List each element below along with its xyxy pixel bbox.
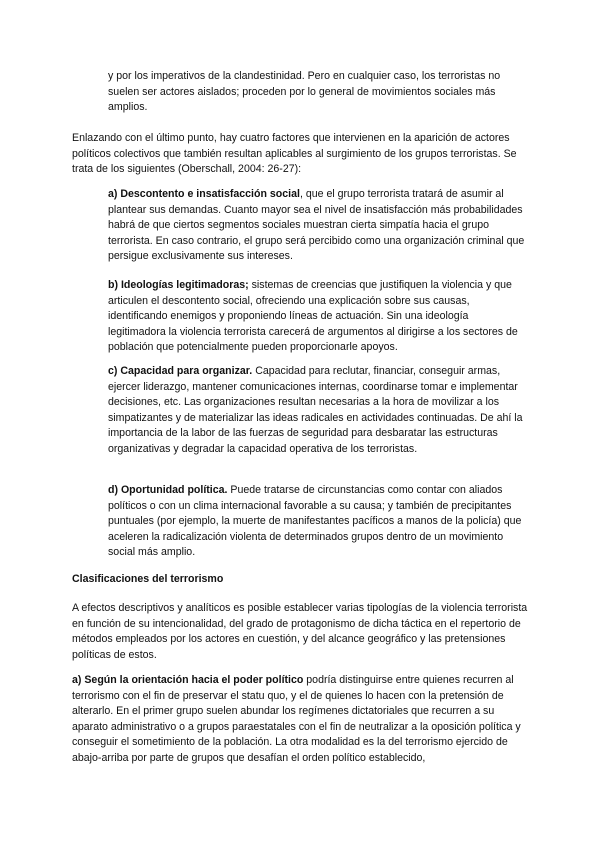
section-heading [72,572,532,588]
factor-b-title: b) Ideologías legitimadoras; [108,279,249,291]
typology-a-paragraph [72,673,532,767]
paragraph-text: y por los imperativos de la clandestinidad. Pero en cualquier caso, los terroristas no suelen ser actores aislados; proceden por lo general de movimientos sociales más amplios. [108,70,501,114]
paragraph-text: Enlazando con el último punto, hay cuatro factores que intervienen en la aparición de actores políticos colectivos que también resultan aplicables al surgimiento de los grupos terroristas. Se trata de los siguientes (Oberschall, 2004: 26-27): [72,132,517,176]
factor-b-paragraph [108,278,528,356]
typology-a [72,673,532,767]
typology-a-text: podría distinguirse entre quienes recurren al terrorismo con el fin de preservar el statu quo, y el de quienes lo hacen con la pretensión de alterarlo. En el primer grupo suelen abundar los regímenes dictatoriales que recurren a su aparato administrativo o a grupos paraestatales con el fin de neutralizar a la oposición política y conseguir el sometimiento de la población. La otra modalidad es la del terrorismo ejercido de abajo-arriba por parte de grupos que desafían el orden político establecido, [72,674,521,764]
factor-a [108,187,528,265]
factor-d-title: d) Oportunidad política. [108,484,228,496]
paragraph-intro-factors [72,131,532,178]
paragraph-typologies [72,601,532,663]
factor-a-text: , que el grupo terrorista tratará de asumir al plantear sus demandas. Cuanto mayor sea el nivel de insatisfacción más probabilidades habrá de que ciertos segmentos sociales muestran cierta simpatía hacia el grupo terrorista. En caso contrario, el grupo será percibido como una organización criminal que persigue exclusivamente sus intereses. [108,188,525,263]
paragraph-text: A efectos descriptivos y analíticos es posible establecer varias tipologías de la violencia terrorista en función de su intencionalidad, del grado de protagonismo de dicha táctica en el repertorio de métodos empleados por los actores en cuestión, y del alcance geográfico y las pretensiones políticas de estos. [72,602,528,661]
factor-d-paragraph [108,483,528,561]
factor-d-text: Puede tratarse de circunstancias como contar con aliados políticos o con un clima internacional favorable a su causa; y también de precipitantes puntuales (por ejemplo, la muerte de manifestantes pacíficos a manos de la policía) que aceleren la radicalización violenta de determinados grupos dentro de un movimiento social más amplio. [108,484,522,559]
factor-d [108,483,528,561]
factor-b-text: sistemas de creencias que justifiquen la violencia y que articulen el descontento social, ofreciendo una explicación sobre sus causas, identificando enemigos y proponiendo líneas de actuación. Sin una ideología legitimadora la violencia terrorista carecerá de argumentos al dirigirse a los sectores de población que potencialmente pueden proporcionarle apoyos. [108,279,518,354]
factor-c [108,364,528,458]
factor-c-paragraph [108,364,528,458]
factor-b [108,278,528,356]
typology-a-title: a) Según la orientación hacia el poder político [72,674,304,686]
section-heading-text: Clasificaciones del terrorismo [72,573,224,585]
paragraph-continuation [108,69,528,116]
factor-c-title: c) Capacidad para organizar. [108,365,253,377]
factor-a-paragraph [108,187,528,265]
factor-a-title: a) Descontento e insatisfacción social [108,188,300,200]
factor-c-text: Capacidad para reclutar, financiar, conseguir armas, ejercer liderazgo, mantener comunicaciones internas, coordinarse tomar e implementar decisiones, etc. Las organizaciones resultan necesarias a la hora de movilizar a los simpatizantes y de materializar las ideas radicales en actividades continuadas. De ahí la importancia de la labor de las fuerzas de seguridad para desbaratar las estructuras organizativas y degradar la capacidad operativa de los terroristas. [108,365,523,455]
